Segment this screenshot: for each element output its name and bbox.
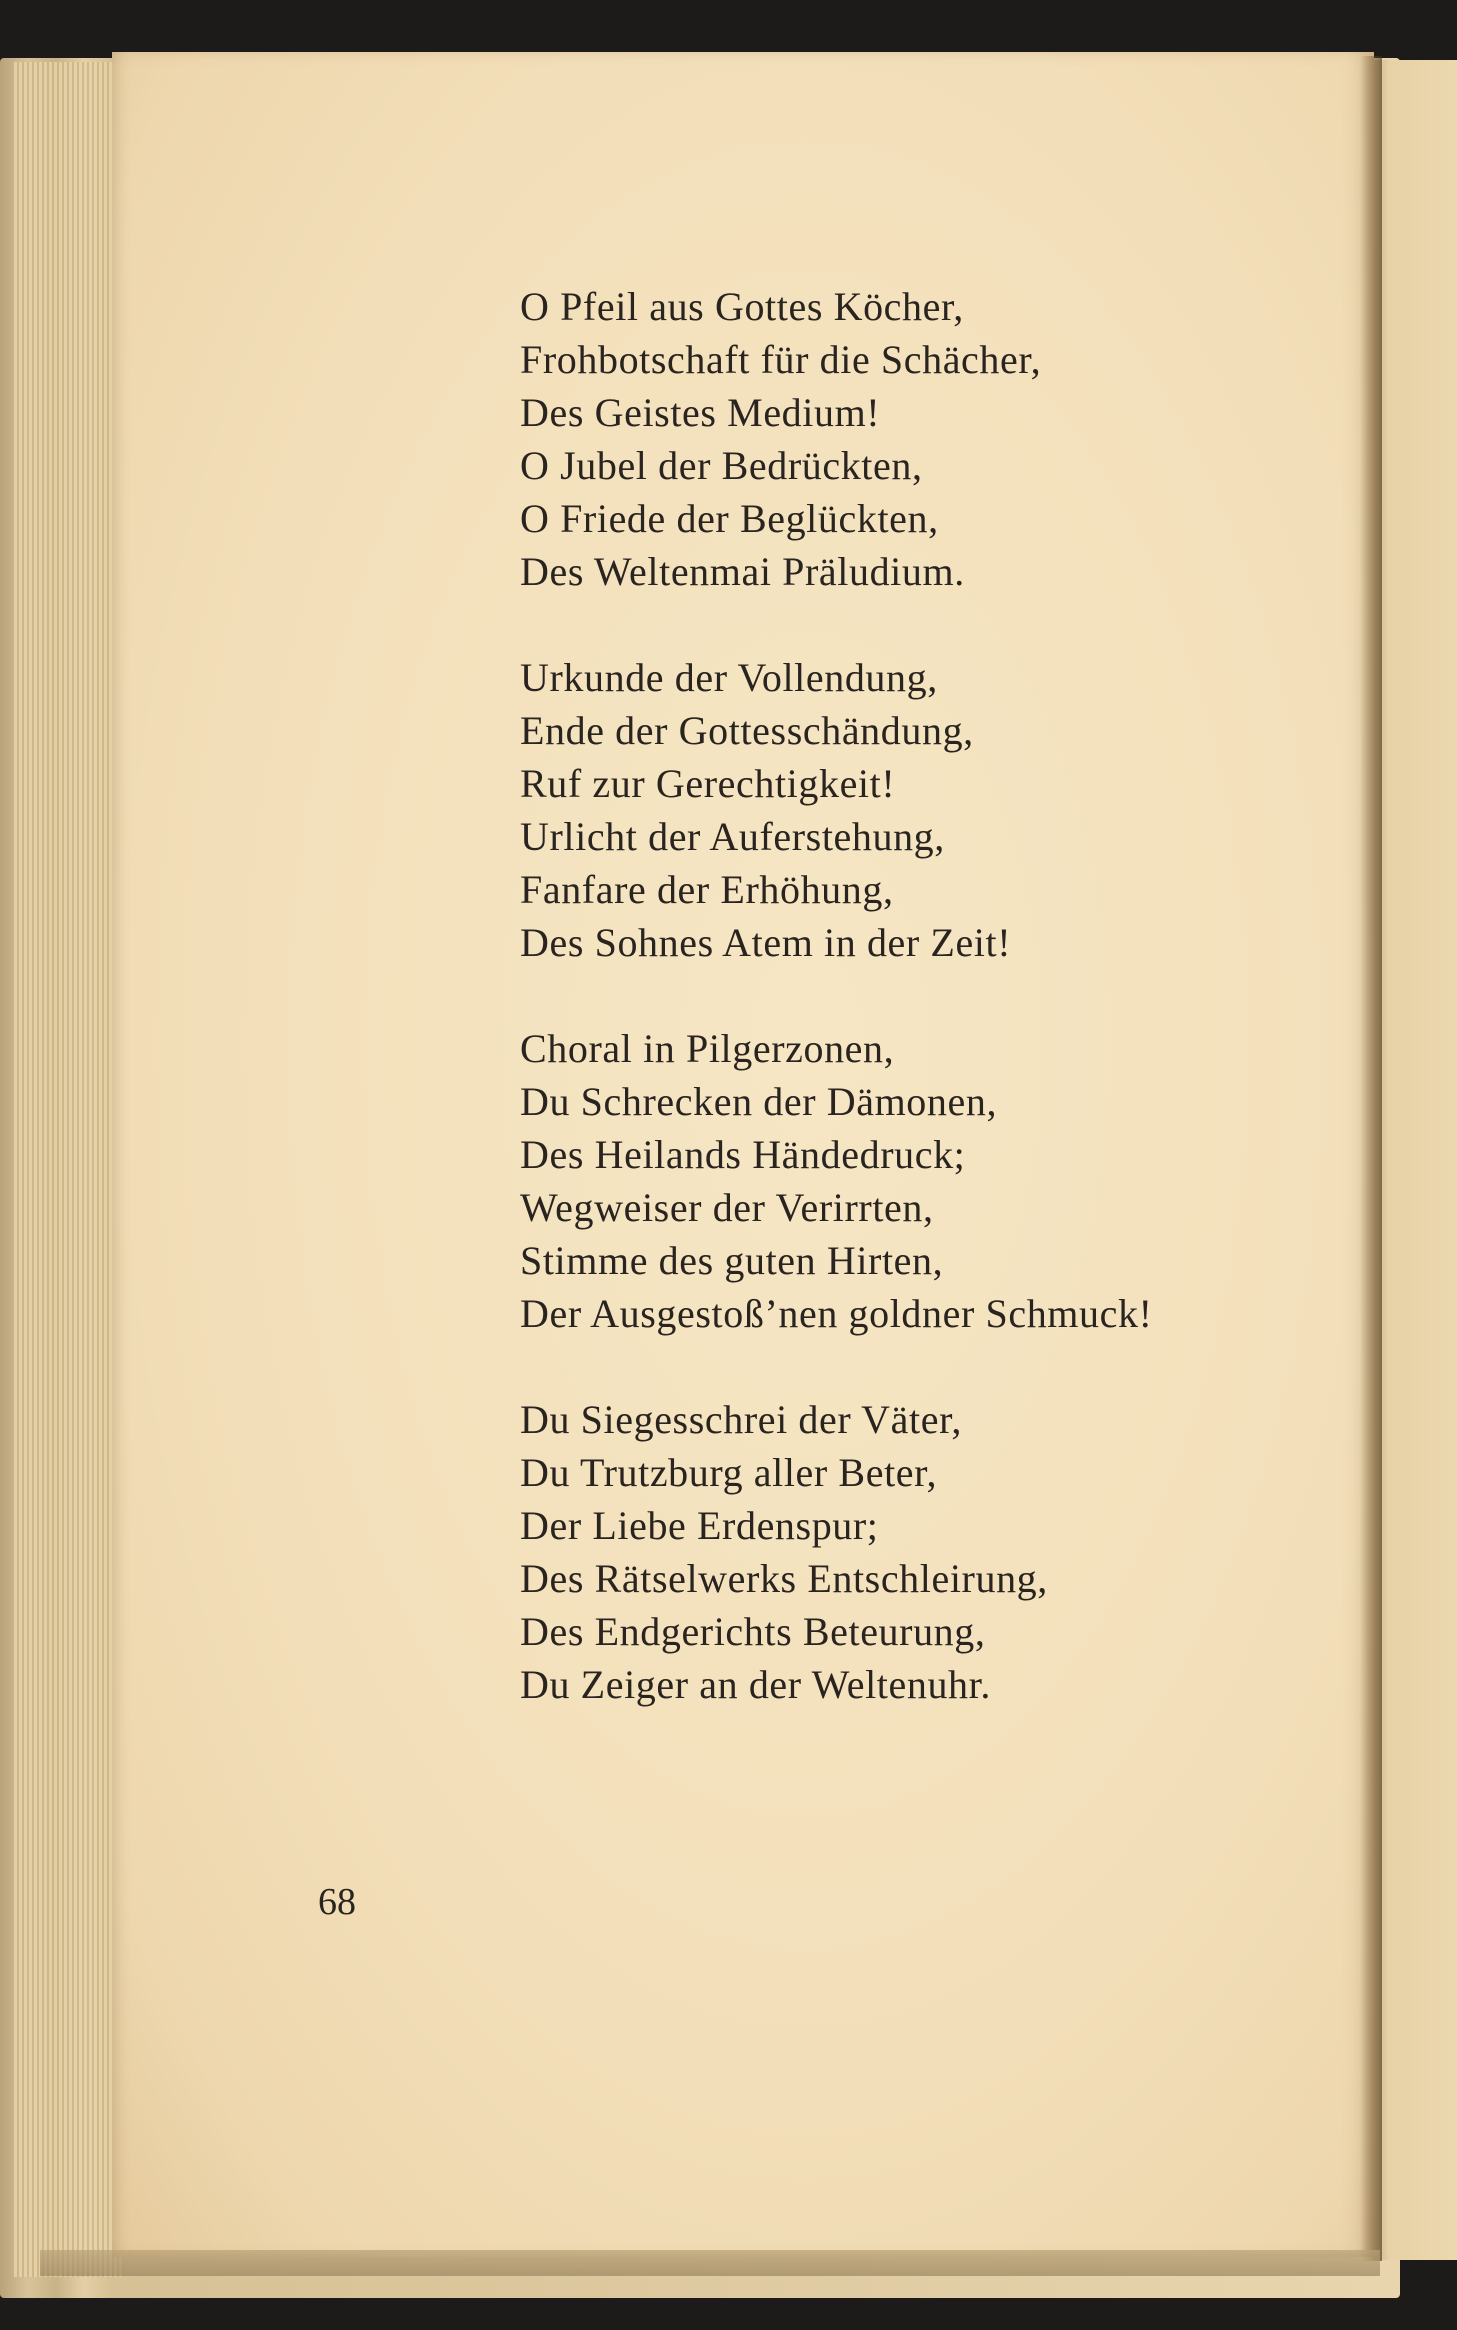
poem-line: Des Rätselwerks Entschleirung, <box>520 1556 1048 1601</box>
poem-line: Choral in Pilgerzonen, <box>520 1026 895 1071</box>
poem-line: Des Geistes Medium! <box>520 390 881 435</box>
stanza-4 <box>520 1393 1280 1711</box>
poem-line: Du Schrecken der Dämonen, <box>520 1079 998 1124</box>
poem-line: Urkunde der Vollendung, <box>520 655 938 700</box>
stanza-3 <box>520 1022 1280 1340</box>
binding-shadow <box>1360 56 1382 2261</box>
poem-line: Ruf zur Gerechtigkeit! <box>520 761 896 806</box>
page-number: 68 <box>318 1881 356 1923</box>
book-bottom-edge <box>40 2250 1380 2276</box>
poem-line: Des Sohnes Atem in der Zeit! <box>520 920 1012 965</box>
poem-line: Du Siegesschrei der Väter, <box>520 1397 963 1442</box>
poem-line: Urlicht der Auferstehung, <box>520 814 945 859</box>
poem-line: Du Zeiger an der Weltenuhr. <box>520 1662 991 1707</box>
poem-line: Des Heilands Händedruck; <box>520 1132 966 1177</box>
poem-line: Stimme des guten Hirten, <box>520 1238 944 1283</box>
poem-line: Frohbotschaft für die Schächer, <box>520 337 1042 382</box>
poem-line: Ende der Gottesschändung, <box>520 708 974 753</box>
poem-line: Fanfare der Erhöhung, <box>520 867 894 912</box>
poem-line: O Jubel der Bedrückten, <box>520 443 923 488</box>
stanza-1 <box>520 280 1280 598</box>
facing-page-edge <box>1372 60 1457 2260</box>
poem-line: Du Trutzburg aller Beter, <box>520 1450 938 1495</box>
poem-line: Der Ausgestoß’nen goldner Schmuck! <box>520 1291 1153 1336</box>
poem-line: Wegweiser der Verirrten, <box>520 1185 934 1230</box>
poem-line: Der Liebe Erdenspur; <box>520 1503 879 1548</box>
stanza-2 <box>520 651 1280 969</box>
poem-line: Des Endgerichts Beteurung, <box>520 1609 986 1654</box>
page-stack-edge <box>14 62 124 2277</box>
poem <box>520 280 1280 1764</box>
poem-line: Des Weltenmai Präludium. <box>520 549 965 594</box>
poem-line: O Friede der Beglückten, <box>520 496 939 541</box>
poem-line: O Pfeil aus Gottes Köcher, <box>520 284 964 329</box>
